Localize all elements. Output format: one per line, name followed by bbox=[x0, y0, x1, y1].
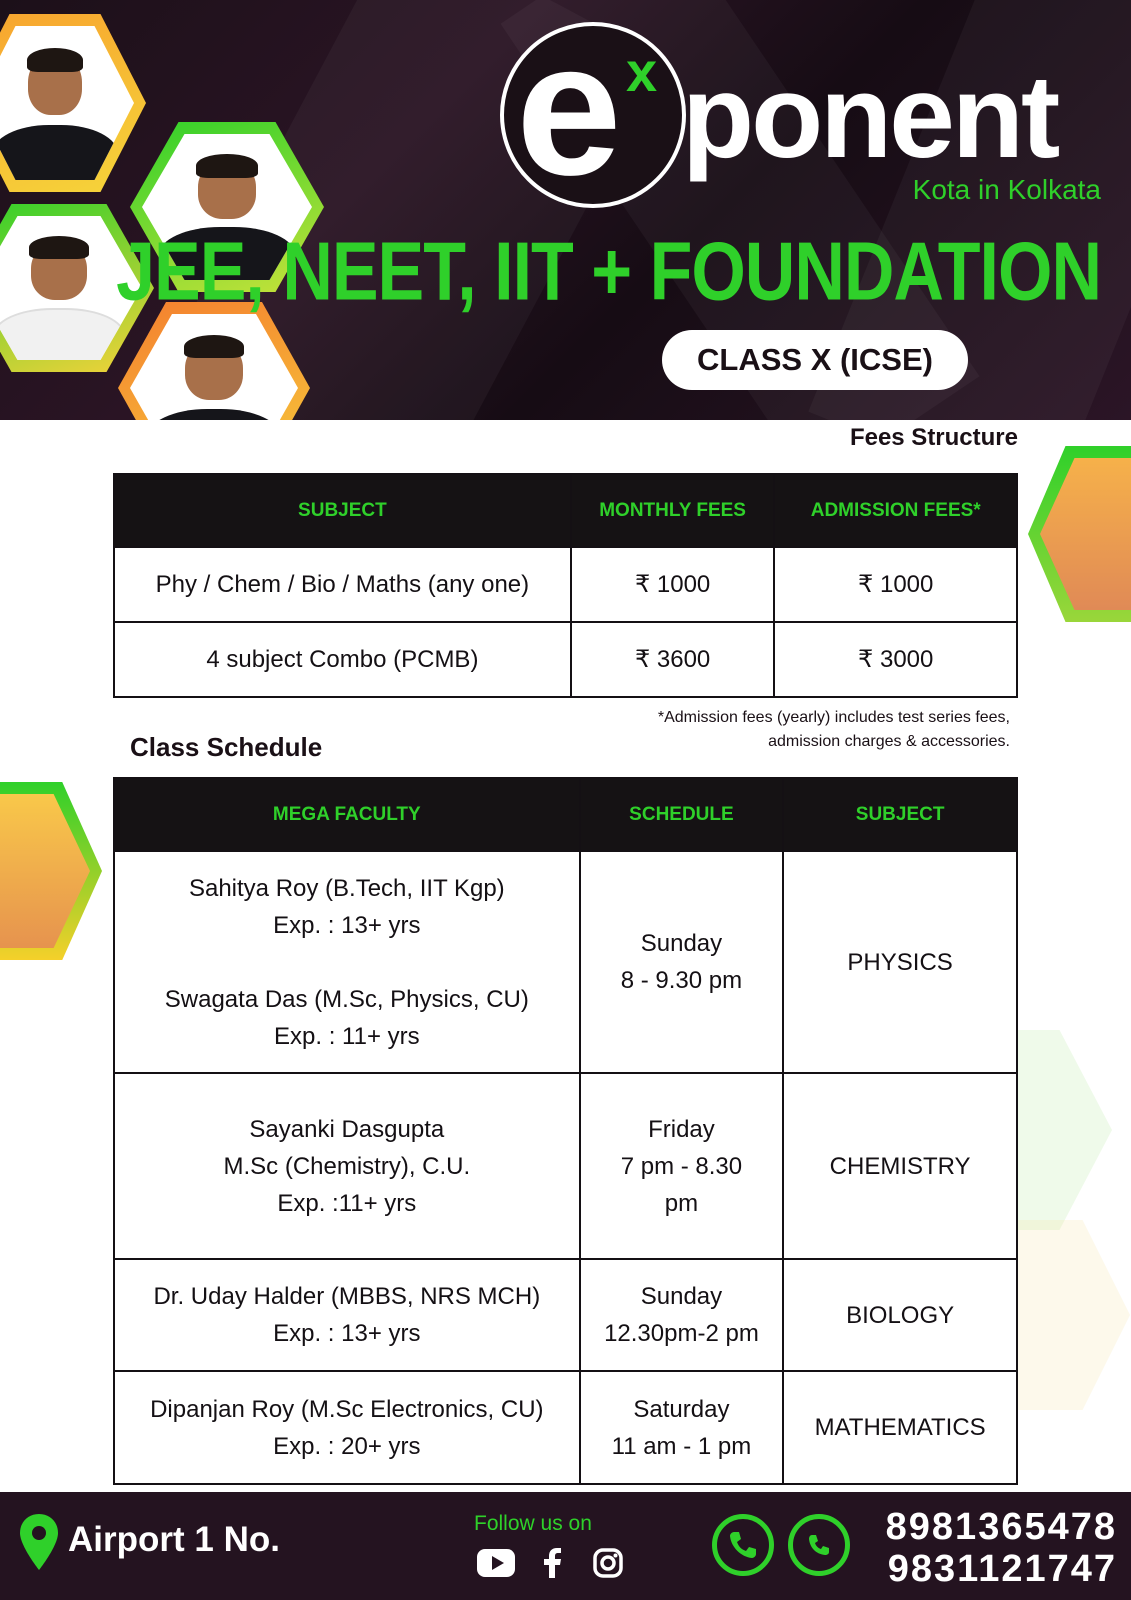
fees-subject-cell: Phy / Chem / Bio / Maths (any one) bbox=[114, 547, 571, 622]
schedule-header-subject: SUBJECT bbox=[783, 778, 1017, 851]
faculty-cell bbox=[114, 1073, 580, 1259]
faculty-cell bbox=[114, 1259, 580, 1371]
phone-number-2[interactable]: 9831121747 bbox=[887, 1548, 1117, 1590]
note-line: *Admission fees (yearly) includes test series fees, bbox=[657, 709, 1010, 726]
faculty-experience: Exp. : 13+ yrs bbox=[273, 1320, 421, 1347]
schedule-header-faculty: MEGA FACULTY bbox=[114, 778, 580, 851]
table-row bbox=[114, 851, 1017, 1073]
faculty-cell bbox=[114, 1371, 580, 1484]
faculty-name: Dipanjan Roy (M.Sc Electronics, CU) bbox=[150, 1395, 544, 1423]
schedule-time: 7 pm - 8.30 bbox=[620, 1152, 743, 1180]
schedule-day: Friday bbox=[648, 1115, 715, 1143]
subject-cell: CHEMISTRY bbox=[783, 1073, 1017, 1259]
fees-admission-cell: ₹ 3000 bbox=[774, 622, 1017, 697]
fees-subject-cell: 4 subject Combo (PCMB) bbox=[114, 622, 571, 697]
table-row bbox=[114, 1073, 1017, 1259]
schedule-time: 8 - 9.30 pm bbox=[620, 967, 743, 994]
table-row bbox=[114, 1371, 1017, 1484]
schedule-cell bbox=[580, 1371, 784, 1484]
footer bbox=[0, 1492, 1131, 1600]
faculty-qualification: M.Sc (Chemistry), C.U. bbox=[223, 1152, 471, 1180]
fees-structure-title: Fees Structure bbox=[849, 424, 1018, 451]
table-row bbox=[114, 622, 1017, 697]
schedule-day: Saturday bbox=[633, 1395, 730, 1423]
tagline: Kota in Kolkata bbox=[912, 174, 1101, 205]
faculty-portrait bbox=[0, 26, 134, 180]
phone-number-1[interactable]: 8981365478 bbox=[885, 1506, 1117, 1548]
schedule-day: Sunday bbox=[640, 1283, 723, 1310]
fees-header-subject: SUBJECT bbox=[114, 474, 571, 547]
faculty-experience: Exp. : 20+ yrs bbox=[273, 1432, 421, 1460]
faculty-experience: Exp. : 11+ yrs bbox=[274, 1022, 420, 1050]
schedule-header-schedule: SCHEDULE bbox=[580, 778, 784, 851]
instagram-icon[interactable] bbox=[588, 1548, 628, 1578]
decorative-hexagon-right bbox=[1028, 446, 1131, 622]
schedule-time: 12.30pm-2 pm bbox=[604, 1320, 759, 1347]
class-badge: CLASS X (ICSE) bbox=[662, 330, 968, 390]
header-banner bbox=[0, 0, 1131, 420]
faculty-cell bbox=[114, 851, 580, 1073]
schedule-table bbox=[113, 777, 1018, 1485]
subject-cell: PHYSICS bbox=[783, 851, 1017, 1073]
whatsapp-icon[interactable] bbox=[788, 1514, 850, 1576]
phone-numbers bbox=[886, 1506, 1117, 1590]
faculty-experience: Exp. : 13+ yrs bbox=[273, 911, 421, 939]
schedule-cell bbox=[580, 851, 784, 1073]
fees-table bbox=[113, 473, 1018, 698]
note-line: admission charges & accessories. bbox=[768, 733, 1010, 750]
fees-header-monthly: MONTHLY FEES bbox=[571, 474, 775, 547]
logo-superscript-x: x bbox=[626, 40, 658, 103]
logo-wordmark: ponent bbox=[682, 51, 1058, 183]
faculty-photo-hexagon bbox=[0, 14, 146, 192]
logo-letter-e: e bbox=[516, 3, 622, 215]
schedule-time: pm bbox=[664, 1189, 699, 1217]
contact-icons bbox=[712, 1514, 850, 1576]
schedule-cell bbox=[580, 1259, 784, 1371]
location-pin-icon bbox=[18, 1512, 60, 1574]
schedule-time: 11 am - 1 pm bbox=[611, 1432, 752, 1460]
faculty-name: Sahitya Roy (B.Tech, IIT Kgp) bbox=[188, 874, 505, 902]
fees-admission-cell: ₹ 1000 bbox=[774, 547, 1017, 622]
schedule-cell bbox=[580, 1073, 784, 1259]
headline: JEE, NEET, IIT + FOUNDATION bbox=[116, 225, 1101, 318]
table-row bbox=[114, 1259, 1017, 1371]
schedule-table-header bbox=[114, 778, 1017, 851]
admission-fees-note bbox=[658, 706, 1010, 754]
faculty-name: Sayanki Dasgupta bbox=[249, 1115, 445, 1143]
follow-us-label: Follow us on bbox=[474, 1512, 592, 1535]
fees-monthly-cell: ₹ 1000 bbox=[571, 547, 775, 622]
class-schedule-title: Class Schedule bbox=[130, 732, 323, 762]
faculty-portrait bbox=[130, 314, 298, 420]
fees-header-admission: ADMISSION FEES* bbox=[774, 474, 1017, 547]
subject-cell: BIOLOGY bbox=[783, 1259, 1017, 1371]
fees-monthly-cell: ₹ 3600 bbox=[571, 622, 775, 697]
fees-table-header bbox=[114, 474, 1017, 547]
facebook-icon[interactable] bbox=[532, 1548, 572, 1578]
faculty-experience: Exp. :11+ yrs bbox=[277, 1189, 417, 1217]
address-text: Airport 1 No. bbox=[68, 1520, 280, 1559]
social-links bbox=[476, 1548, 628, 1578]
table-row bbox=[114, 547, 1017, 622]
schedule-day: Sunday bbox=[640, 930, 723, 957]
decorative-hexagon-left bbox=[0, 782, 102, 960]
faculty-name: Swagata Das (M.Sc, Physics, CU) bbox=[164, 985, 529, 1013]
subject-cell: MATHEMATICS bbox=[783, 1371, 1017, 1484]
youtube-icon[interactable] bbox=[476, 1548, 516, 1578]
faculty-name: Dr. Uday Halder (MBBS, NRS MCH) bbox=[153, 1283, 541, 1310]
phone-icon[interactable] bbox=[712, 1514, 774, 1576]
